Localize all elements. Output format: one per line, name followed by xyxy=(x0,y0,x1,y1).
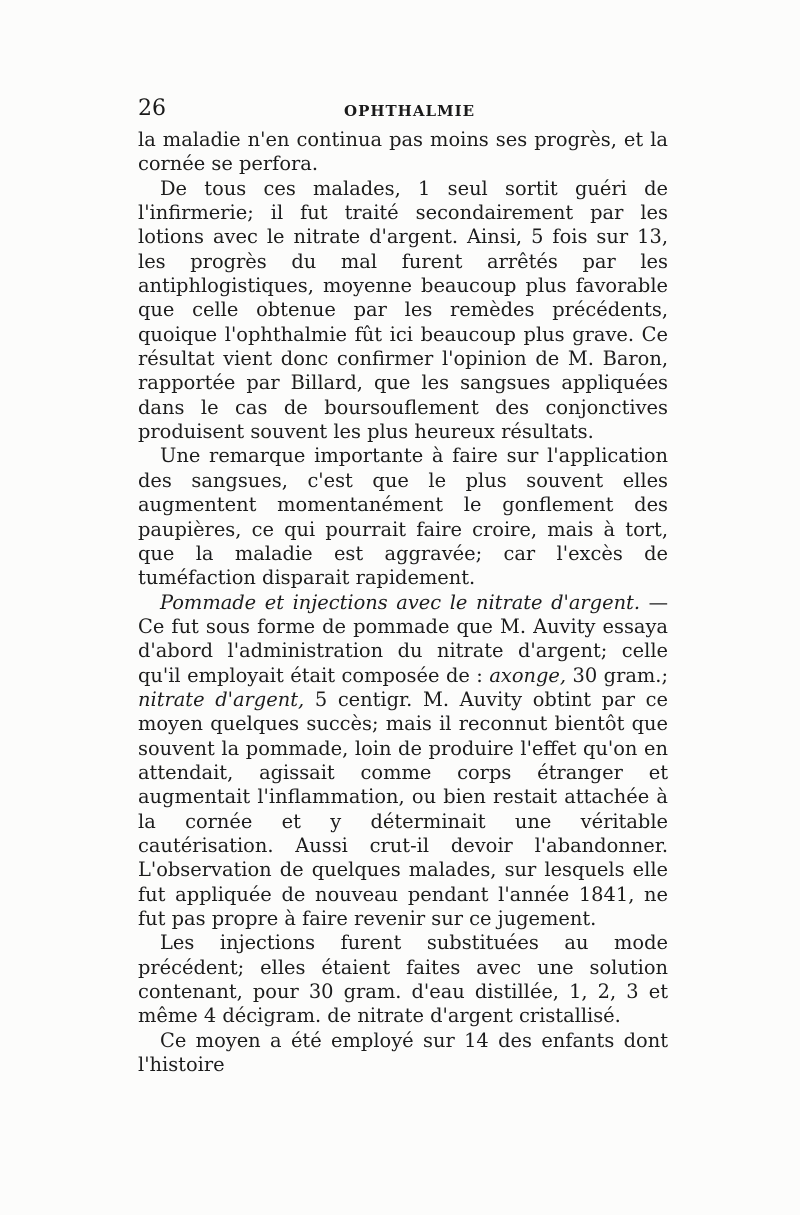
paragraph-4-text-2: 30 gram.; xyxy=(566,663,669,687)
section-heading: Pommade et injections avec le nitrate d'argent. xyxy=(160,590,641,614)
paragraph-6: Ce moyen a été employé sur 14 des enfants dont l'histoire xyxy=(138,1028,668,1077)
term-axonge: axonge, xyxy=(489,663,567,687)
term-nitrate: nitrate d'argent, xyxy=(138,687,305,711)
page-header xyxy=(138,96,668,126)
paragraph-1: la maladie n'en continua pas moins ses progrès, et la cornée se perfora. xyxy=(138,128,668,176)
paragraph-4 xyxy=(138,591,668,932)
body-text xyxy=(138,128,668,1077)
paragraph-5: Les injections furent substituées au mode précédent; elles étaient faites avec une solution contenant, pour 30 gram. d'eau distillée, 1, 2, 3 et même 4 décigram. de nitrate d'argent cristallisé. xyxy=(138,931,668,1028)
running-head: OPHTHALMIE xyxy=(344,102,476,120)
paragraph-3: Une remarque importante à faire sur l'application des sangsues, c'est que le plus souvent elles augmentent momentanément le gonflement des paupières, ce qui pourrait faire croire, mais à tort, que la maladie est aggravée; car l'excès de tuméfaction disparait rapidement. xyxy=(138,444,668,590)
paragraph-4-text-1: — Ce fut sous forme de pommade que M. Auvity essaya d'abord l'administration du nitrate d'argent; celle qu'il employait était composée de : xyxy=(138,590,668,687)
page-number: 26 xyxy=(138,96,166,121)
paragraph-4-text-3: 5 centigr. M. Auvity obtint par ce moyen quelques succès; mais il reconnut bientôt que souvent la pommade, loin de produire l'effet qu'on en attendait, agissait comme corps étranger et augmentait l'inflammation, ou bien restait attachée à la cornée et y déterminait une véritable cautérisation. Aussi crut-il devoir l'abandonner. L'observation de quelques malades, sur lesquels elle fut appliquée de nouveau pendant l'année 1841, ne fut pas propre à faire revenir sur ce jugement. xyxy=(138,687,668,930)
paragraph-2: De tous ces malades, 1 seul sortit guéri de l'infirmerie; il fut traité secondairement par les lotions avec le nitrate d'argent. Ainsi, 5 fois sur 13, les progrès du mal furent arrêtés par les antiphlogistiques, moyenne beaucoup plus favorable que celle obtenue par les remèdes précédents, quoique l'ophthalmie fût ici beaucoup plus grave. Ce résultat vient donc confirmer l'opinion de M. Baron, rapportée par Billard, que les sangsues appliquées dans le cas de boursouflement des conjonctives produisent souvent les plus heureux résultats. xyxy=(138,176,668,444)
